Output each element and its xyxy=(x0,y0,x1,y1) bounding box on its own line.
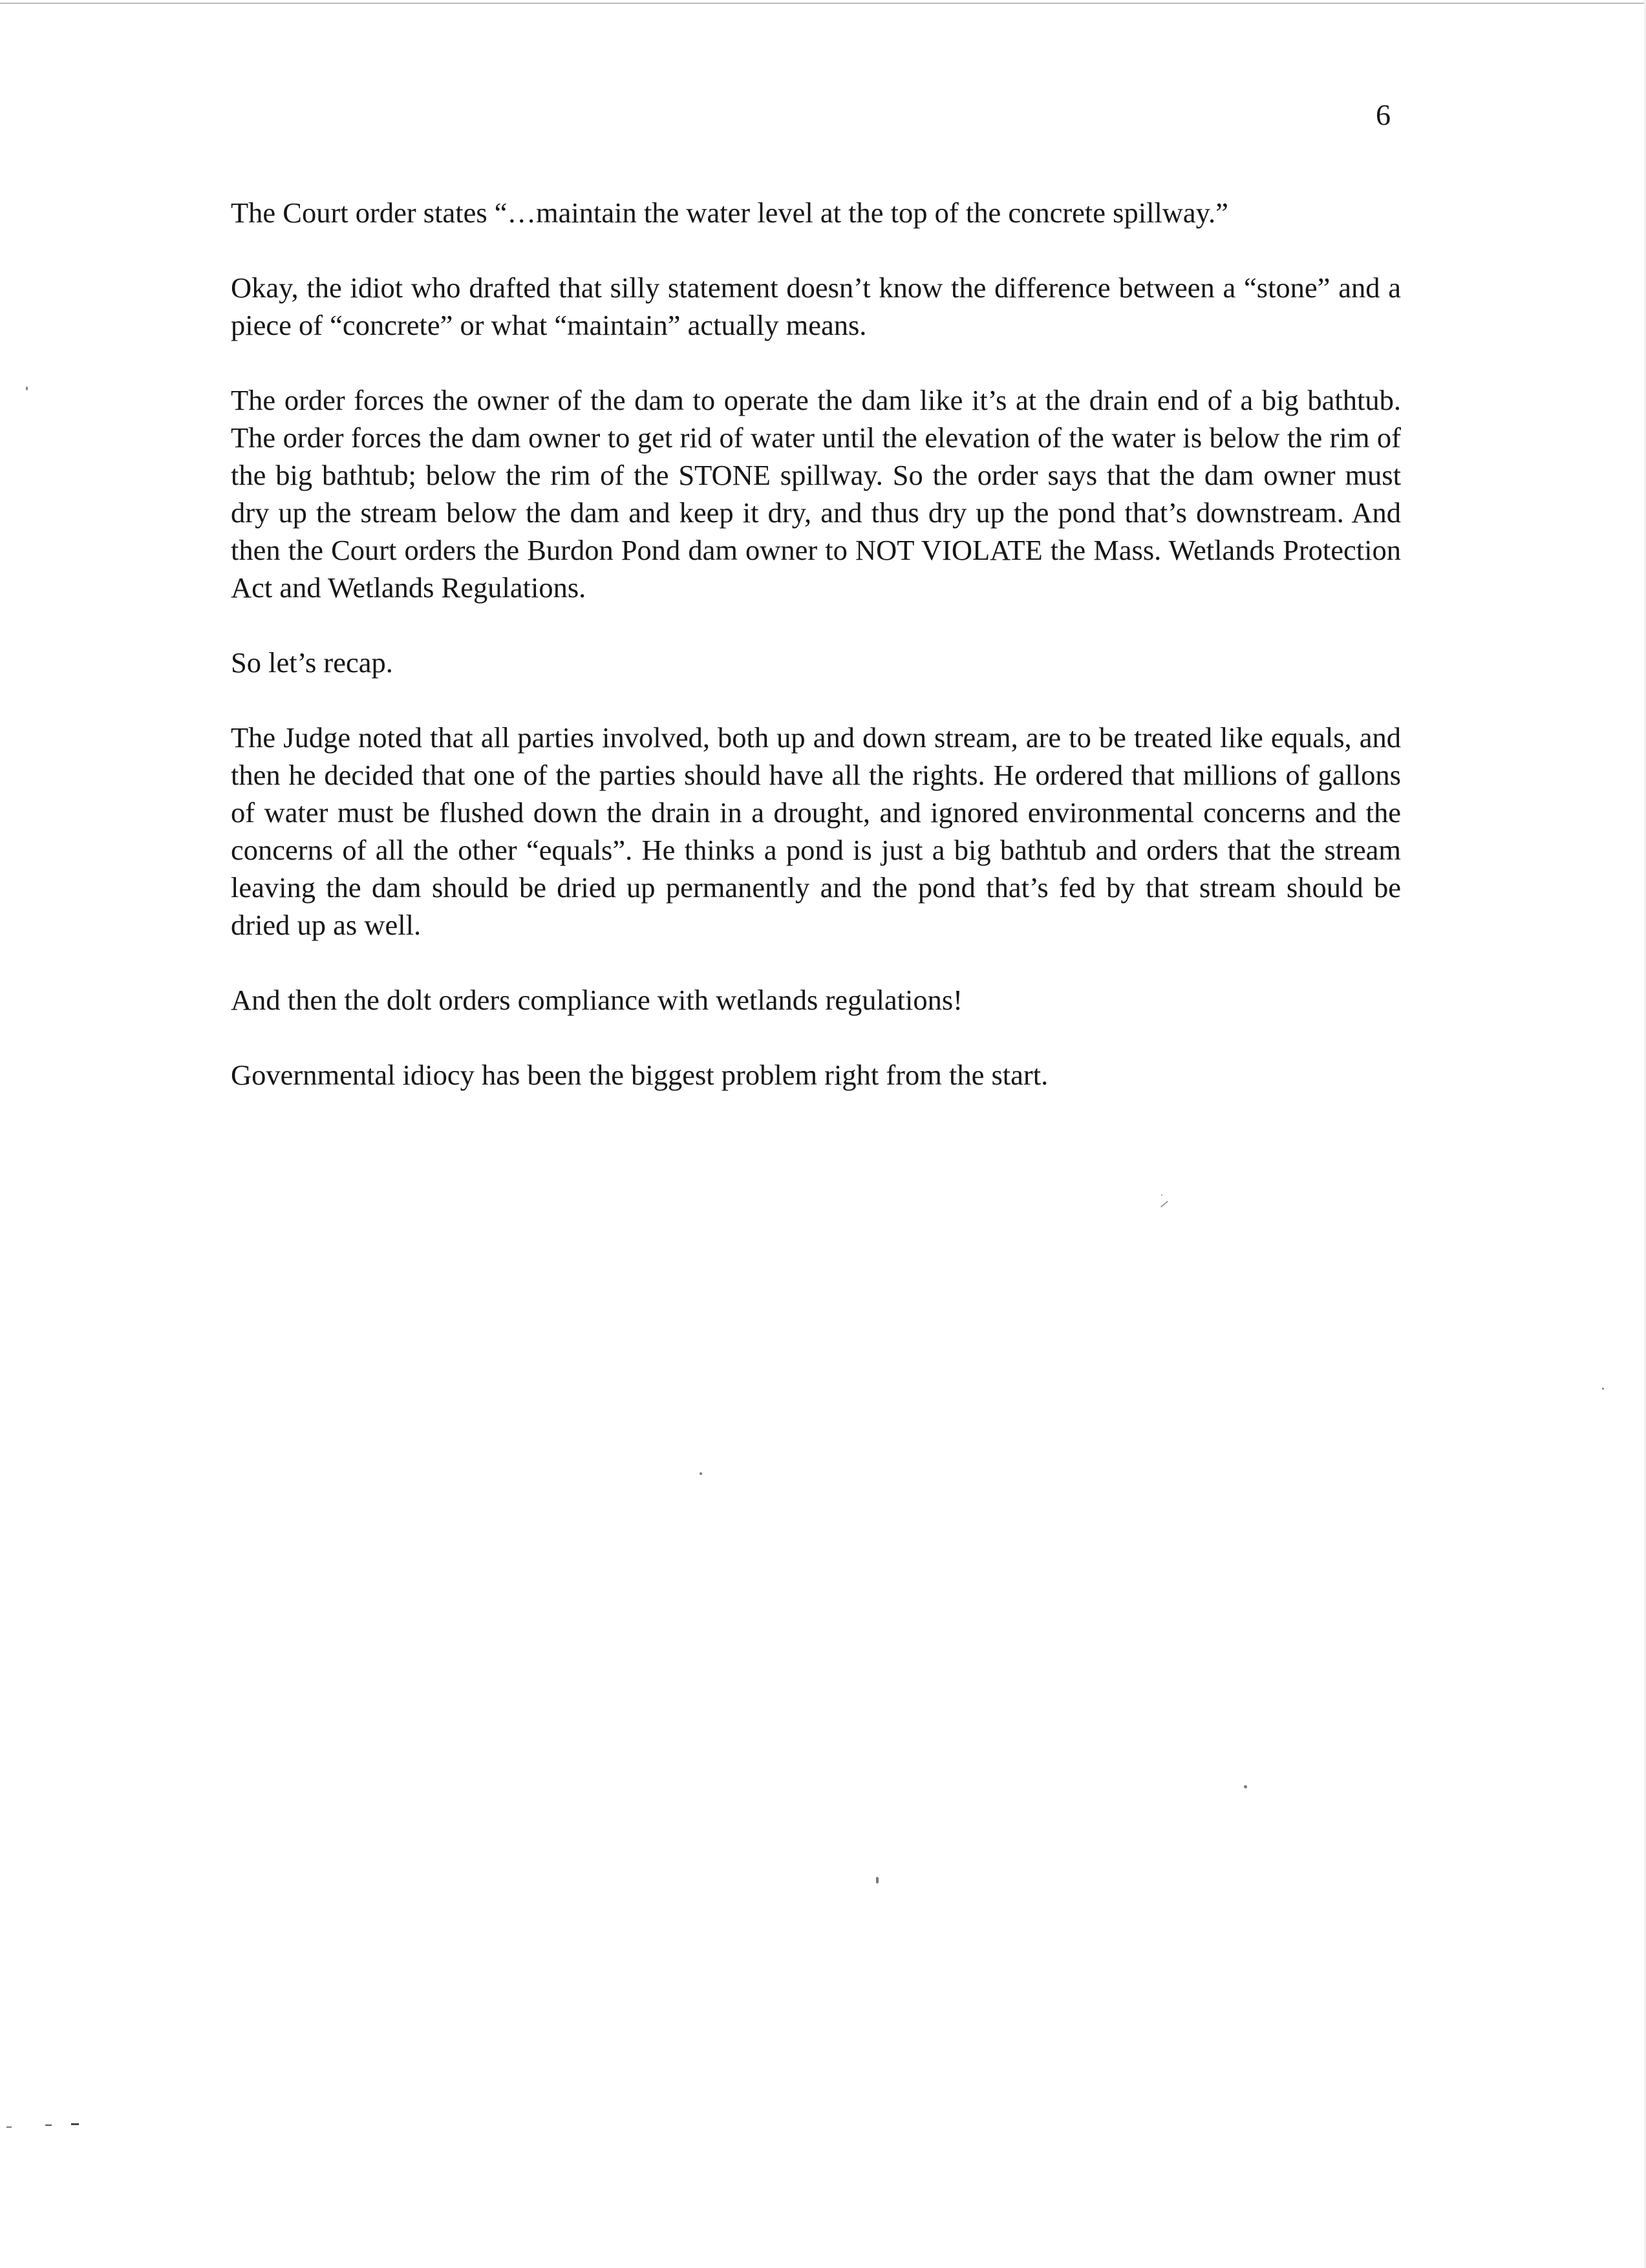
scan-speck xyxy=(876,1877,879,1883)
scan-mark xyxy=(1160,1201,1168,1208)
scan-speck xyxy=(1244,1785,1247,1788)
paragraph-wetlands-compliance: And then the dolt orders compliance with wetlands regulations! xyxy=(231,984,963,1016)
scan-speck xyxy=(1161,1194,1162,1196)
paragraph-bathtub-analogy: The order forces the owner of the dam to operate the dam like it’s at the drain end of a big bathtub. The order forces the dam owner to get rid of water until the elevation of the water is below the rim of the big bathtub; below the rim of the STONE spillway. So the order says that the dam owner must dry up the stream below the dam and keep it dry, and thus dry up the pond that’s downstream. And then the Court orders the Burdon Pond dam owner to NOT VIOLATE the Mass. Wetlands Protection Act and Wetlands Regulations. xyxy=(231,384,1401,604)
scan-speck xyxy=(700,1472,702,1475)
letter-body xyxy=(231,194,1401,1131)
scan-speck xyxy=(1602,1388,1604,1390)
scan-speck xyxy=(26,387,28,390)
paragraph-recap: So let’s recap. xyxy=(231,646,393,679)
paragraph-stone-vs-concrete: Okay, the idiot who drafted that silly statement doesn’t know the difference between a “stone” and a piece of “concrete” or what “maintain” actually means. xyxy=(231,271,1401,341)
scan-mark xyxy=(45,2125,52,2126)
scan-top-edge-line xyxy=(0,3,1646,4)
paragraph-judge-equals: The Judge noted that all parties involved, both up and down stream, are to be treated like equals, and then he decided that one of the parties should have all the rights. He ordered that millions of gallons of water must be flushed down the drain in a drought, and ignored environmental concerns and the concerns of all the other “equals”. He thinks a pond is just a big bathtub and orders that the stream leaving the dam should be dried up permanently and the pond that’s fed by that stream should be dried up as well. xyxy=(231,721,1401,941)
paragraph-governmental-idiocy: Governmental idiocy has been the biggest problem right from the start. xyxy=(231,1059,1049,1091)
page-number: 6 xyxy=(1376,98,1391,131)
scan-mark xyxy=(71,2123,79,2125)
paragraph-court-order-quote: The Court order states “…maintain the water level at the top of the concrete spillway.” xyxy=(231,196,1228,229)
scan-mark xyxy=(6,2126,12,2128)
